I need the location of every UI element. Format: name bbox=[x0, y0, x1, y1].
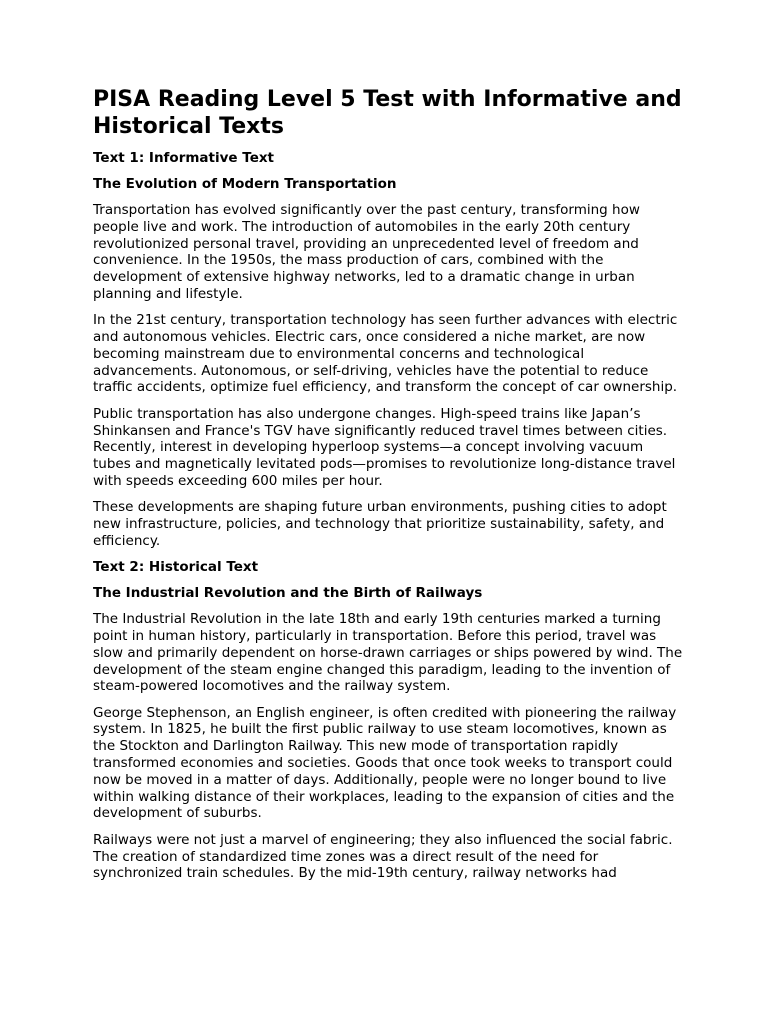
text1-paragraph-1: Transportation has evolved significantly over the past century, transforming how people live and work. The introduction of automobiles in the early 20th century revolutionized personal travel, providing an unprecedented level of freedom and convenience. In the 1950s, the mass production of cars, combined with the development of extensive highway networks, led to a dramatic change in urban planning and lifestyle. bbox=[93, 202, 640, 302]
text2-section bbox=[93, 559, 683, 882]
text1-label: Text 1: Informative Text bbox=[93, 150, 275, 166]
text1-paragraph-4: These developments are shaping future urban environments, pushing cities to adopt new infrastructure, policies, and technology that prioritize sustainability, safety, and efficiency. bbox=[93, 499, 667, 549]
text2-paragraph-2: George Stephenson, an English engineer, is often credited with pioneering the railway system. In 1825, he built the first public railway to use steam locomotives, known as the Stockton and Darlington Railway. This new mode of transportation rapidly transformed economies and societies. Goods that once took weeks to transport could now be moved in a matter of days. Additionally, people were no longer bound to live within walking distance of their workplaces, leading to the expansion of cities and the development of suburbs. bbox=[93, 704, 677, 822]
text1-section bbox=[93, 150, 683, 550]
text1-paragraph-3: Public transportation has also undergone changes. High-speed trains like Japan’s Shinkansen and France's TGV have significantly reduced travel times between cities. Recently, interest in developing hyperloop systems—a concept involving vacuum tubes and magnetically levitated pods—promises to revolutionize long-distance travel with speeds exceeding 600 miles per hour. bbox=[93, 405, 676, 489]
text1-heading: The Evolution of Modern Transportation bbox=[93, 176, 397, 192]
text2-heading: The Industrial Revolution and the Birth of Railways bbox=[93, 585, 483, 602]
text2-paragraph-1: The Industrial Revolution in the late 18th and early 19th centuries marked a turning point in human history, particularly in transportation. Before this period, travel was slow and primarily dependent on horse-drawn carriages or ships powered by wind. The development of the steam engine changed this paradigm, leading to the invention of steam-powered locomotives and the railway system. bbox=[93, 611, 683, 695]
document-page bbox=[93, 86, 683, 892]
document-title: PISA Reading Level 5 Test with Informative and Historical Texts bbox=[93, 87, 682, 139]
text1-paragraph-2: In the 21st century, transportation technology has seen further advances with electric and autonomous vehicles. Electric cars, once considered a niche market, are now becoming mainstream due to environmental concerns and technological advancements. Autonomous, or self-driving, vehicles have the potential to reduce traffic accidents, optimize fuel efficiency, and transform the concept of car ownership. bbox=[93, 312, 678, 396]
text2-label: Text 2: Historical Text bbox=[93, 559, 259, 576]
text2-paragraph-3: Railways were not just a marvel of engineering; they also influenced the social fabric. The creation of standardized time zones was a direct result of the need for synchronized train schedules. By the mid-19th century, railway networks had bbox=[93, 831, 673, 882]
